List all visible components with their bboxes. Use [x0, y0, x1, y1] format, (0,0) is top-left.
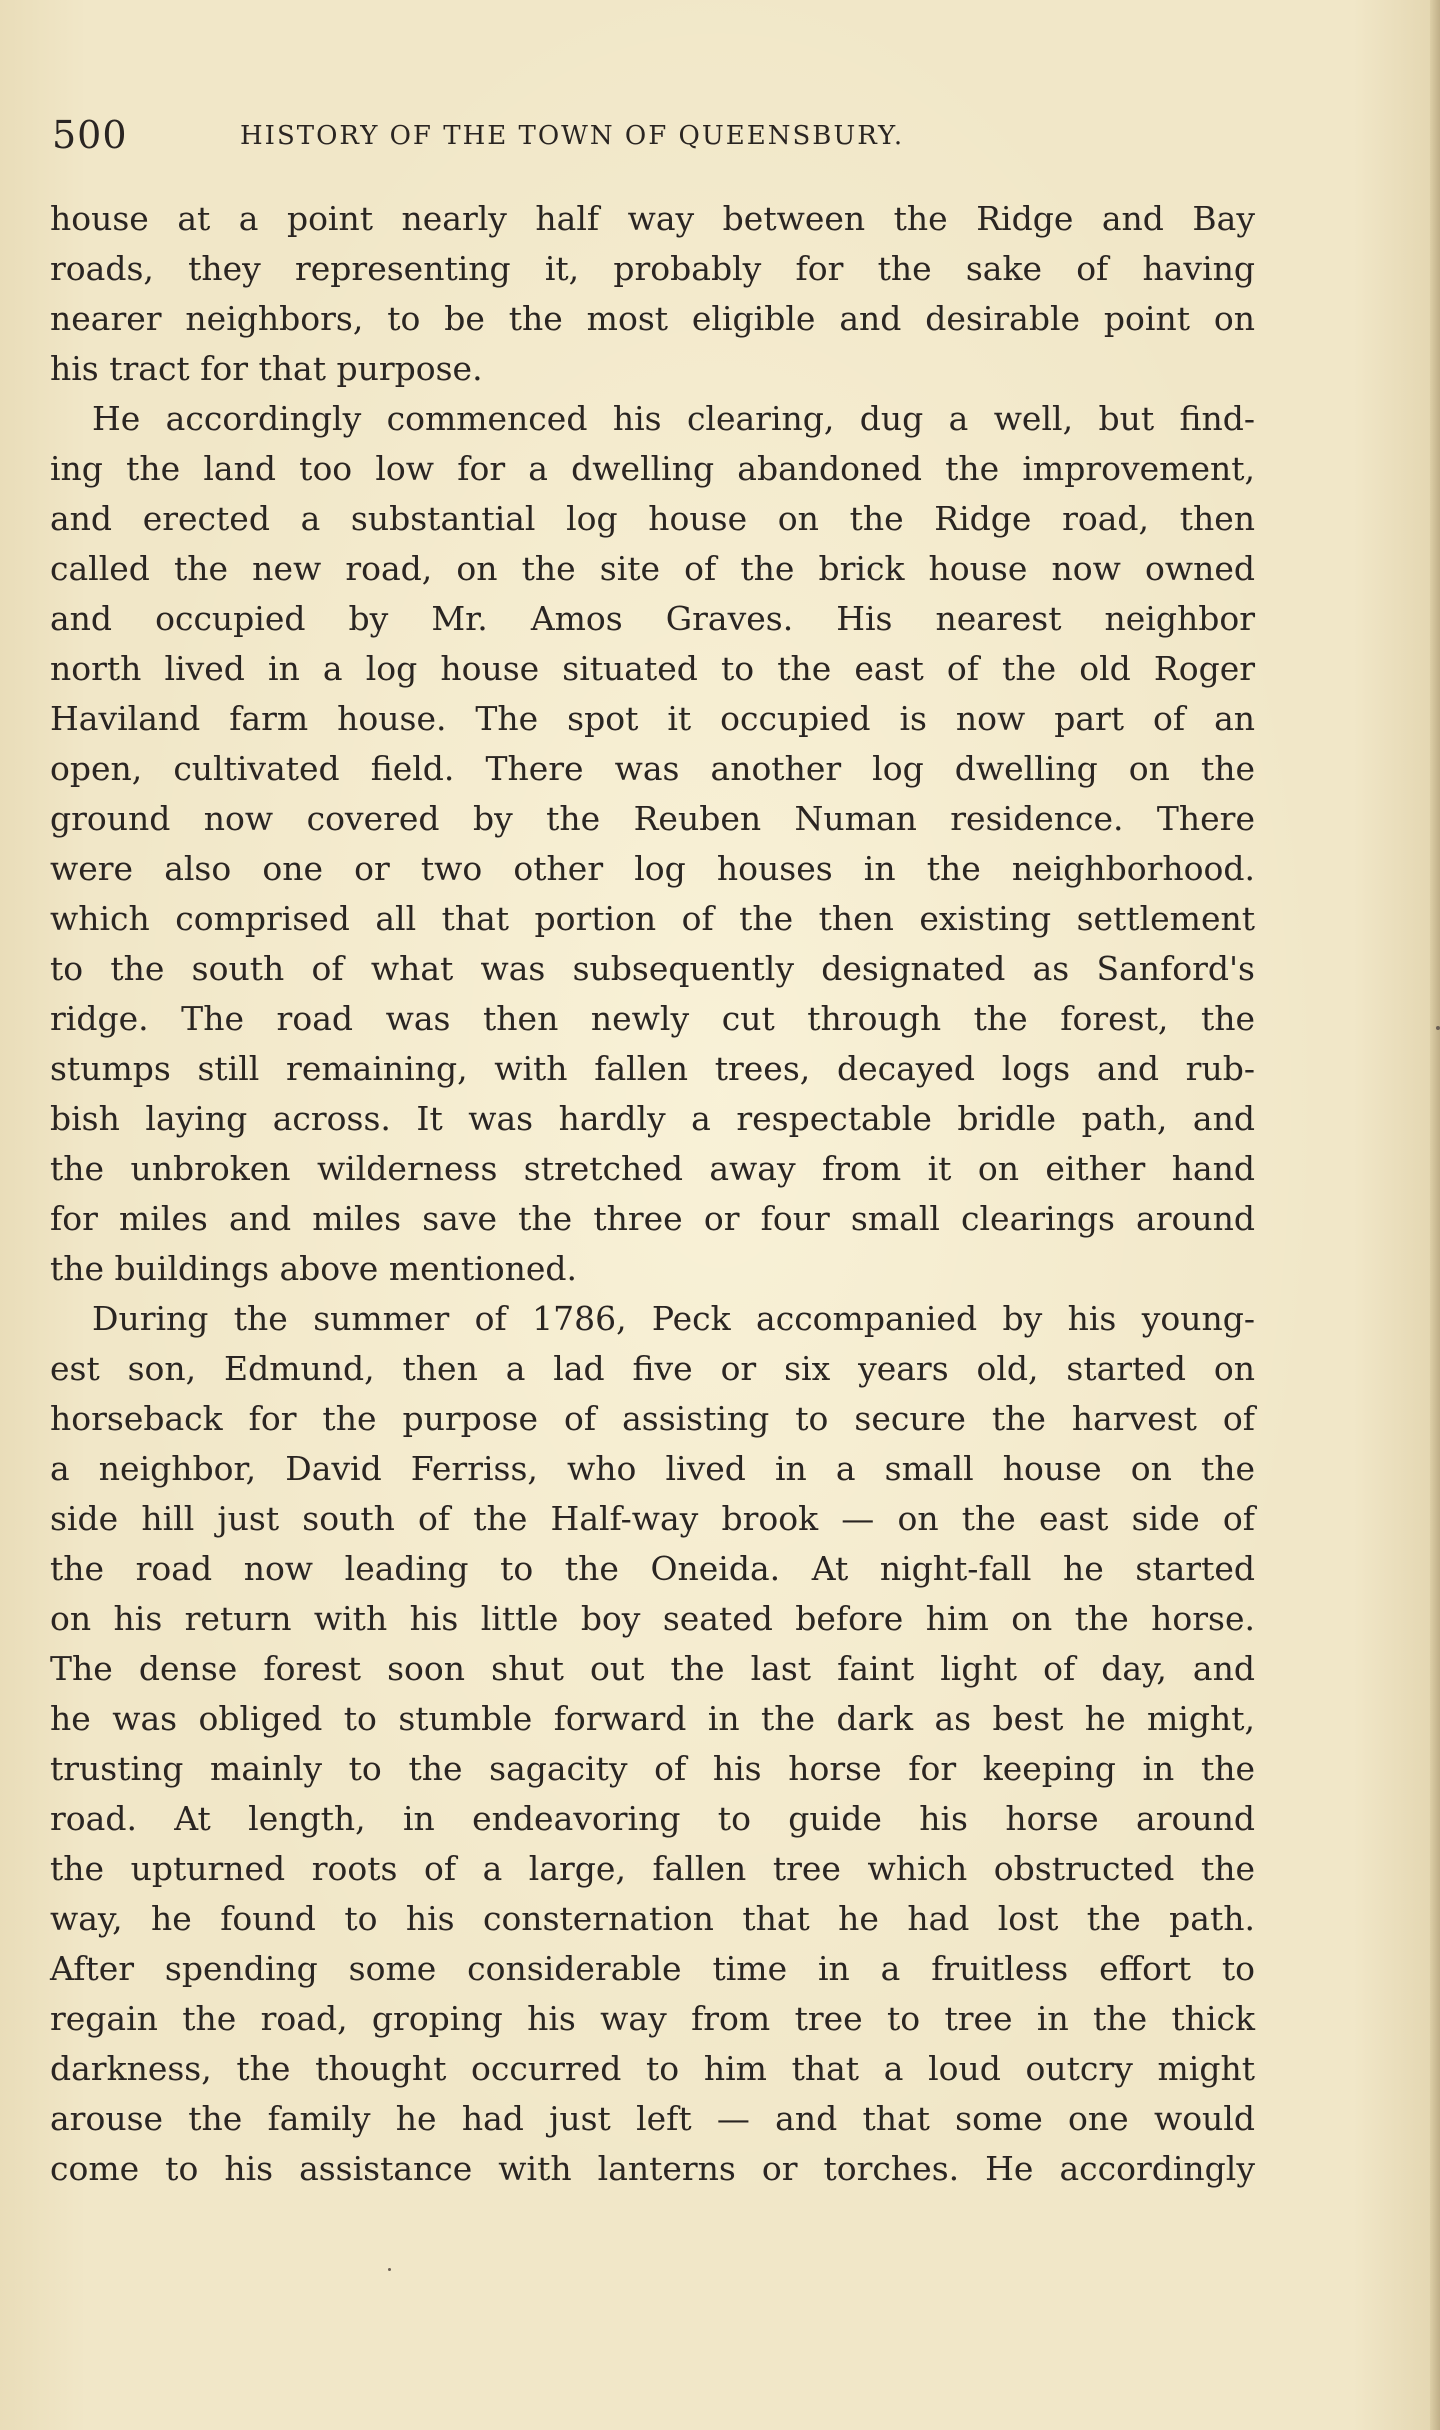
text-line: During the summer of 1786, Peck accompanied by his young-: [92, 1299, 1255, 1338]
text-line: his tract for that purpose.: [50, 349, 483, 388]
text-line: way, he found to his consternation that he had lost the path.: [50, 1899, 1255, 1938]
text-line: ridge. The road was then newly cut through the forest, the: [50, 999, 1255, 1038]
page-number: 500: [52, 113, 128, 157]
text-line: he was obliged to stumble forward in the dark as best he might,: [50, 1699, 1255, 1738]
text-line: the upturned roots of a large, fallen tree which obstructed the: [50, 1849, 1255, 1888]
text-line: come to his assistance with lanterns or torches. He accordingly: [50, 2149, 1255, 2188]
text-line: road. At length, in endeavoring to guide his horse around: [50, 1799, 1255, 1838]
text-line: on his return with his little boy seated before him on the horse.: [50, 1599, 1255, 1638]
text-line: and occupied by Mr. Amos Graves. His nearest neighbor: [50, 599, 1255, 638]
running-head: [52, 110, 1257, 160]
text-line: After spending some considerable time in a fruitless effort to: [50, 1949, 1255, 1988]
text-line: stumps still remaining, with fallen trees, decayed logs and rub-: [50, 1049, 1255, 1088]
text-line: regain the road, groping his way from tree to tree in the thick: [50, 1999, 1255, 2038]
text-line: the road now leading to the Oneida. At night-fall he started: [50, 1549, 1255, 1588]
text-line: to the south of what was subsequently designated as Sanford's: [50, 949, 1255, 988]
text-line: bish laying across. It was hardly a respectable bridle path, and: [50, 1099, 1255, 1138]
text-line: for miles and miles save the three or four small clearings around: [50, 1199, 1255, 1238]
text-line: He accordingly commenced his clearing, dug a well, but find-: [92, 399, 1255, 438]
text-line: house at a point nearly half way between the Ridge and Bay: [50, 199, 1255, 238]
text-line: est son, Edmund, then a lad five or six years old, started on: [50, 1349, 1255, 1388]
text-line: The dense forest soon shut out the last faint light of day, and: [50, 1649, 1255, 1688]
text-line: were also one or two other log houses in the neighborhood.: [50, 849, 1255, 888]
text-line: nearer neighbors, to be the most eligible and desirable point on: [50, 299, 1255, 338]
text-line: ground now covered by the Reuben Numan residence. There: [50, 799, 1255, 838]
text-line: which comprised all that portion of the then existing settlement: [50, 899, 1255, 938]
text-line: darkness, the thought occurred to him that a loud outcry might: [50, 2049, 1255, 2088]
text-line: and erected a substantial log house on the Ridge road, then: [50, 499, 1255, 538]
text-line: north lived in a log house situated to the east of the old Roger: [50, 649, 1255, 688]
text-line: open, cultivated field. There was another log dwelling on the: [50, 749, 1255, 788]
page-edge: [1430, 0, 1440, 2430]
text-line: Haviland farm house. The spot it occupied is now part of an: [50, 699, 1255, 738]
text-line: the buildings above mentioned.: [50, 1249, 577, 1288]
text-line: arouse the family he had just left — and that some one would: [50, 2099, 1255, 2138]
text-line: a neighbor, David Ferriss, who lived in a small house on the: [50, 1449, 1255, 1488]
body-text: [50, 194, 1255, 2194]
text-line: side hill just south of the Half-way brook — on the east side of: [50, 1499, 1255, 1538]
text-line: trusting mainly to the sagacity of his horse for keeping in the: [50, 1749, 1255, 1788]
paper-speck: [1436, 1026, 1440, 1030]
text-line: roads, they representing it, probably for the sake of having: [50, 249, 1255, 288]
running-title: HISTORY OF THE TOWN OF QUEENSBURY.: [240, 121, 905, 151]
paper-speck: [388, 2268, 391, 2271]
text-line: horseback for the purpose of assisting to secure the harvest of: [50, 1399, 1255, 1438]
text-line: ing the land too low for a dwelling abandoned the improvement,: [50, 449, 1255, 488]
text-line: called the new road, on the site of the brick house now owned: [50, 549, 1255, 588]
text-line: the unbroken wilderness stretched away from it on either hand: [50, 1149, 1255, 1188]
